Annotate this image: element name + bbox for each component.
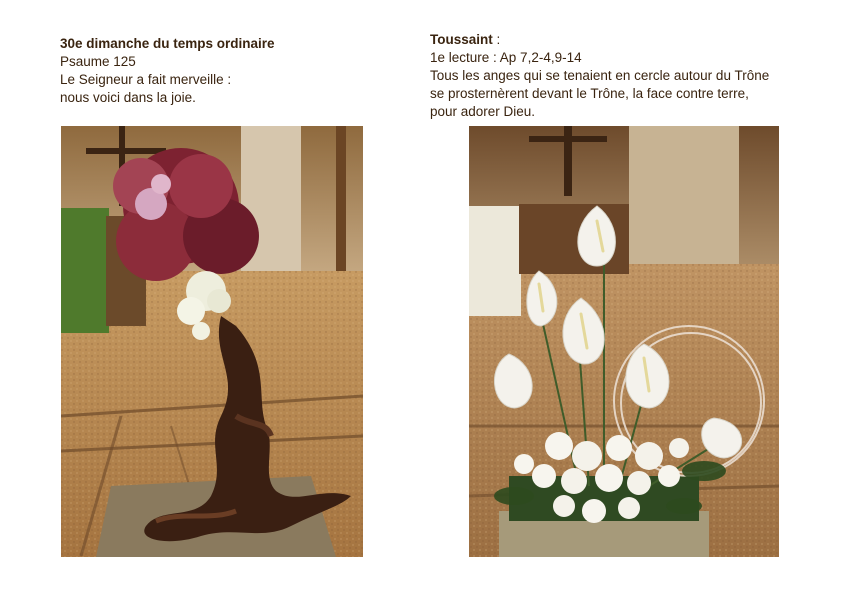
right-line-2: Tous les anges qui se tenaient en cercle autour du Trône: [430, 68, 770, 83]
hydrangea-arrangement-image: [61, 126, 363, 557]
right-line-1: 1e lecture : Ap 7,2-4,9-14: [430, 50, 582, 65]
right-line-4: pour adorer Dieu.: [430, 104, 536, 119]
right-line-3: se prosternèrent devant le Trône, la face contre terre,: [430, 86, 749, 101]
right-title-suffix: :: [492, 32, 501, 47]
left-photo: [61, 126, 363, 557]
left-title: 30e dimanche du temps ordinaire: [60, 36, 275, 51]
right-photo: [469, 126, 779, 557]
anthurium-arrangement-image: [469, 126, 779, 557]
left-line-2: Le Seigneur a fait merveille :: [60, 72, 232, 87]
right-caption: [430, 31, 830, 121]
left-line-3: nous voici dans la joie.: [60, 90, 196, 105]
left-line-1: Psaume 125: [60, 54, 136, 69]
left-caption: [60, 35, 390, 107]
right-title: Toussaint: [430, 32, 493, 47]
